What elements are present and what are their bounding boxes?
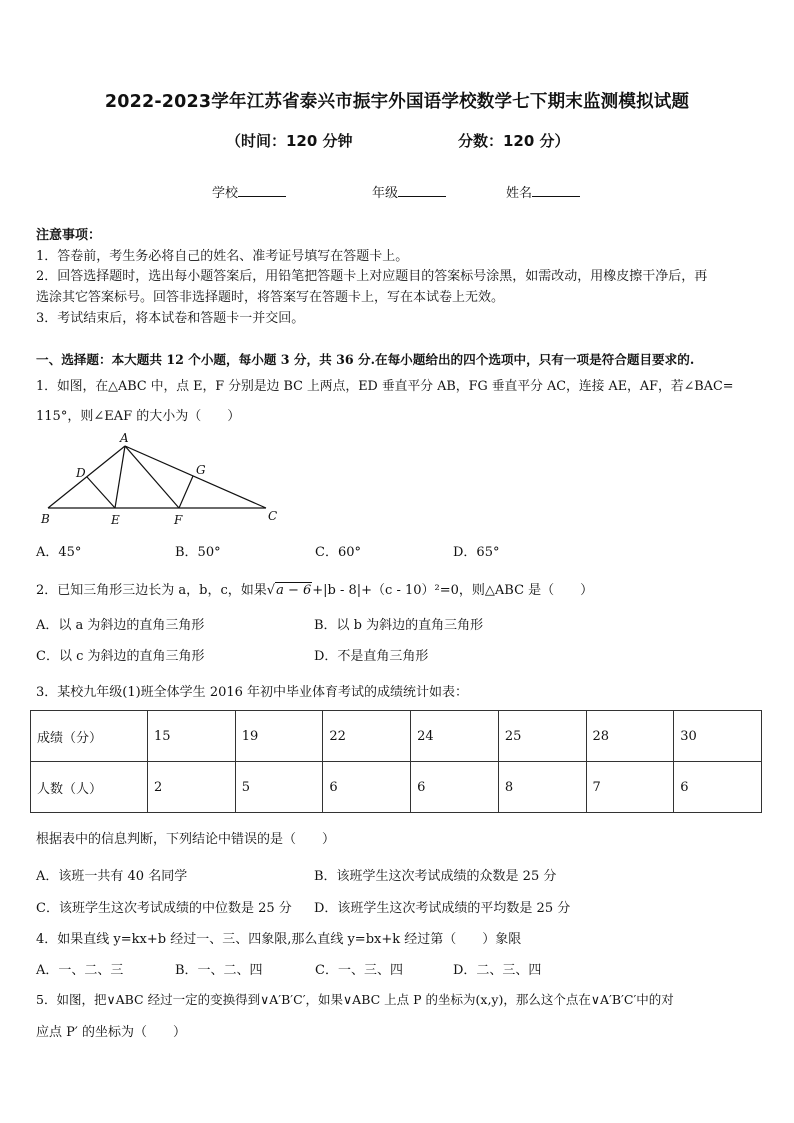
- q1-stem-line1: 1．如图，在△ABC 中，点 E，F 分别是边 BC 上两点，ED 垂直平分 AB，FG 垂直平分 AC，连接 AE，AF，若∠BAC=: [36, 379, 734, 394]
- school-blank: [238, 183, 286, 197]
- exam-score: 分数：120 分）: [458, 132, 570, 150]
- row-header: 人数（人）: [31, 762, 148, 813]
- q2-option-d: D．不是直角三角形: [314, 649, 429, 664]
- segment-af: [125, 446, 179, 508]
- q1-option-c: C．60°: [315, 545, 361, 560]
- segment-de: [87, 477, 115, 508]
- q2-stem-post: +|b - 8|+（c - 10）²=0，则△ABC 是（ ）: [312, 583, 594, 598]
- name-field: [506, 182, 580, 201]
- notes-heading: 注意事项：: [36, 228, 102, 243]
- grade-label: 年级: [372, 186, 399, 201]
- row-header: 成绩（分）: [31, 711, 148, 762]
- q2-stem-pre: 2．已知三角形三边长为 a，b，c，如果: [36, 583, 267, 598]
- note-item: 3．考试结束后，将本试卷和答题卡一并交回。: [36, 311, 305, 326]
- label-b: B: [41, 512, 50, 526]
- grade-blank: [398, 183, 446, 197]
- q1-option-a: A．45°: [36, 545, 82, 560]
- label-g: G: [196, 463, 206, 477]
- table-cell: 6: [674, 762, 762, 813]
- q3-option-d: D．该班学生这次考试成绩的平均数是 25 分: [314, 901, 571, 916]
- q3-option-b: B．该班学生这次考试成绩的众数是 25 分: [314, 869, 557, 884]
- table-cell: 15: [148, 711, 236, 762]
- q2-option-c: C．以 c 为斜边的直角三角形: [36, 649, 205, 664]
- q3-option-c: C．该班学生这次考试成绩的中位数是 25 分: [36, 901, 292, 916]
- table-cell: 6: [411, 762, 499, 813]
- section-heading: 一、选择题：本大题共 12 个小题，每小题 3 分，共 36 分.在每小题给出的四个选项中，只有一项是符合题目要求的.: [36, 352, 695, 367]
- table-cell: 2: [148, 762, 236, 813]
- segment-fg: [179, 476, 193, 508]
- segment-ae: [115, 446, 125, 508]
- school-field: [212, 182, 286, 201]
- q4-option-d: D．二、三、四: [453, 963, 542, 978]
- label-f: F: [174, 513, 183, 527]
- q3-stem: 3．某校九年级(1)班全体学生 2016 年初中毕业体育考试的成绩统计如表：: [36, 685, 469, 700]
- page-title: 2022-2023学年江苏省泰兴市振宇外国语学校数学七下期末监测模拟试题: [104, 92, 690, 112]
- q3-option-a: A．该班一共有 40 名同学: [36, 869, 188, 884]
- q3-question: 根据表中的信息判断，下列结论中错误的是（ ）: [36, 832, 336, 847]
- triangle-figure: [36, 428, 286, 528]
- table-cell: 28: [586, 711, 674, 762]
- label-e: E: [111, 513, 120, 527]
- q4-option-b: B．一、二、四: [175, 963, 263, 978]
- radical-sign: √: [266, 583, 276, 598]
- table-cell: 25: [498, 711, 586, 762]
- q2-option-b: B．以 b 为斜边的直角三角形: [314, 618, 484, 633]
- q1-option-b: B．50°: [175, 545, 221, 560]
- segment-ab: [48, 446, 125, 508]
- table-cell: 6: [323, 762, 411, 813]
- table-cell: 19: [235, 711, 323, 762]
- q1-option-d: D．65°: [453, 545, 500, 560]
- q5-stem-line2: 应点 P′ 的坐标为（ ）: [36, 1025, 186, 1040]
- table-cell: 24: [411, 711, 499, 762]
- table-cell: 22: [323, 711, 411, 762]
- q2-option-a: A．以 a 为斜边的直角三角形: [36, 618, 205, 633]
- q1-stem-line2: 115°，则∠EAF 的大小为（ ）: [36, 409, 241, 424]
- table-row: [31, 762, 762, 813]
- label-c: C: [268, 509, 278, 523]
- school-label: 学校: [212, 186, 239, 201]
- q5-stem-line1: 5．如图，把∨ABC 经过一定的变换得到∨A′B′C′，如果∨ABC 上点 P 的坐标为(x,y)，那么这个点在∨A′B′C′中的对: [36, 992, 674, 1007]
- grade-field: [372, 182, 446, 201]
- note-item: 选涂其它答案标号。回答非选择题时，将答案写在答题卡上，写在本试卷上无效。: [36, 290, 505, 305]
- q2-stem: [36, 579, 593, 598]
- table-cell: 7: [586, 762, 674, 813]
- note-item: 1．答卷前，考生务必将自己的姓名、准考证号填写在答题卡上。: [36, 249, 409, 264]
- segment-ac: [125, 446, 266, 508]
- label-a: A: [120, 431, 129, 445]
- table-cell: 30: [674, 711, 762, 762]
- name-blank: [532, 183, 580, 197]
- exam-time: （时间：120 分钟: [226, 132, 353, 150]
- note-item: 2．回答选择题时，选出每小题答案后，用铅笔把答题卡上对应题目的答案标号涂黑，如需改动，用橡皮擦干净后，再: [36, 269, 708, 284]
- q4-stem: 4．如果直线 y=kx+b 经过一、三、四象限,那么直线 y=bx+k 经过第（ ）象限: [36, 932, 522, 947]
- q2-radicand: a − 6: [276, 583, 312, 598]
- scores-table: [30, 710, 762, 813]
- label-d: D: [76, 466, 86, 480]
- name-label: 姓名: [506, 186, 533, 201]
- table-row: [31, 711, 762, 762]
- table-cell: 8: [498, 762, 586, 813]
- q4-option-a: A．一、二、三: [36, 963, 124, 978]
- table-cell: 5: [235, 762, 323, 813]
- q4-option-c: C．一、三、四: [315, 963, 403, 978]
